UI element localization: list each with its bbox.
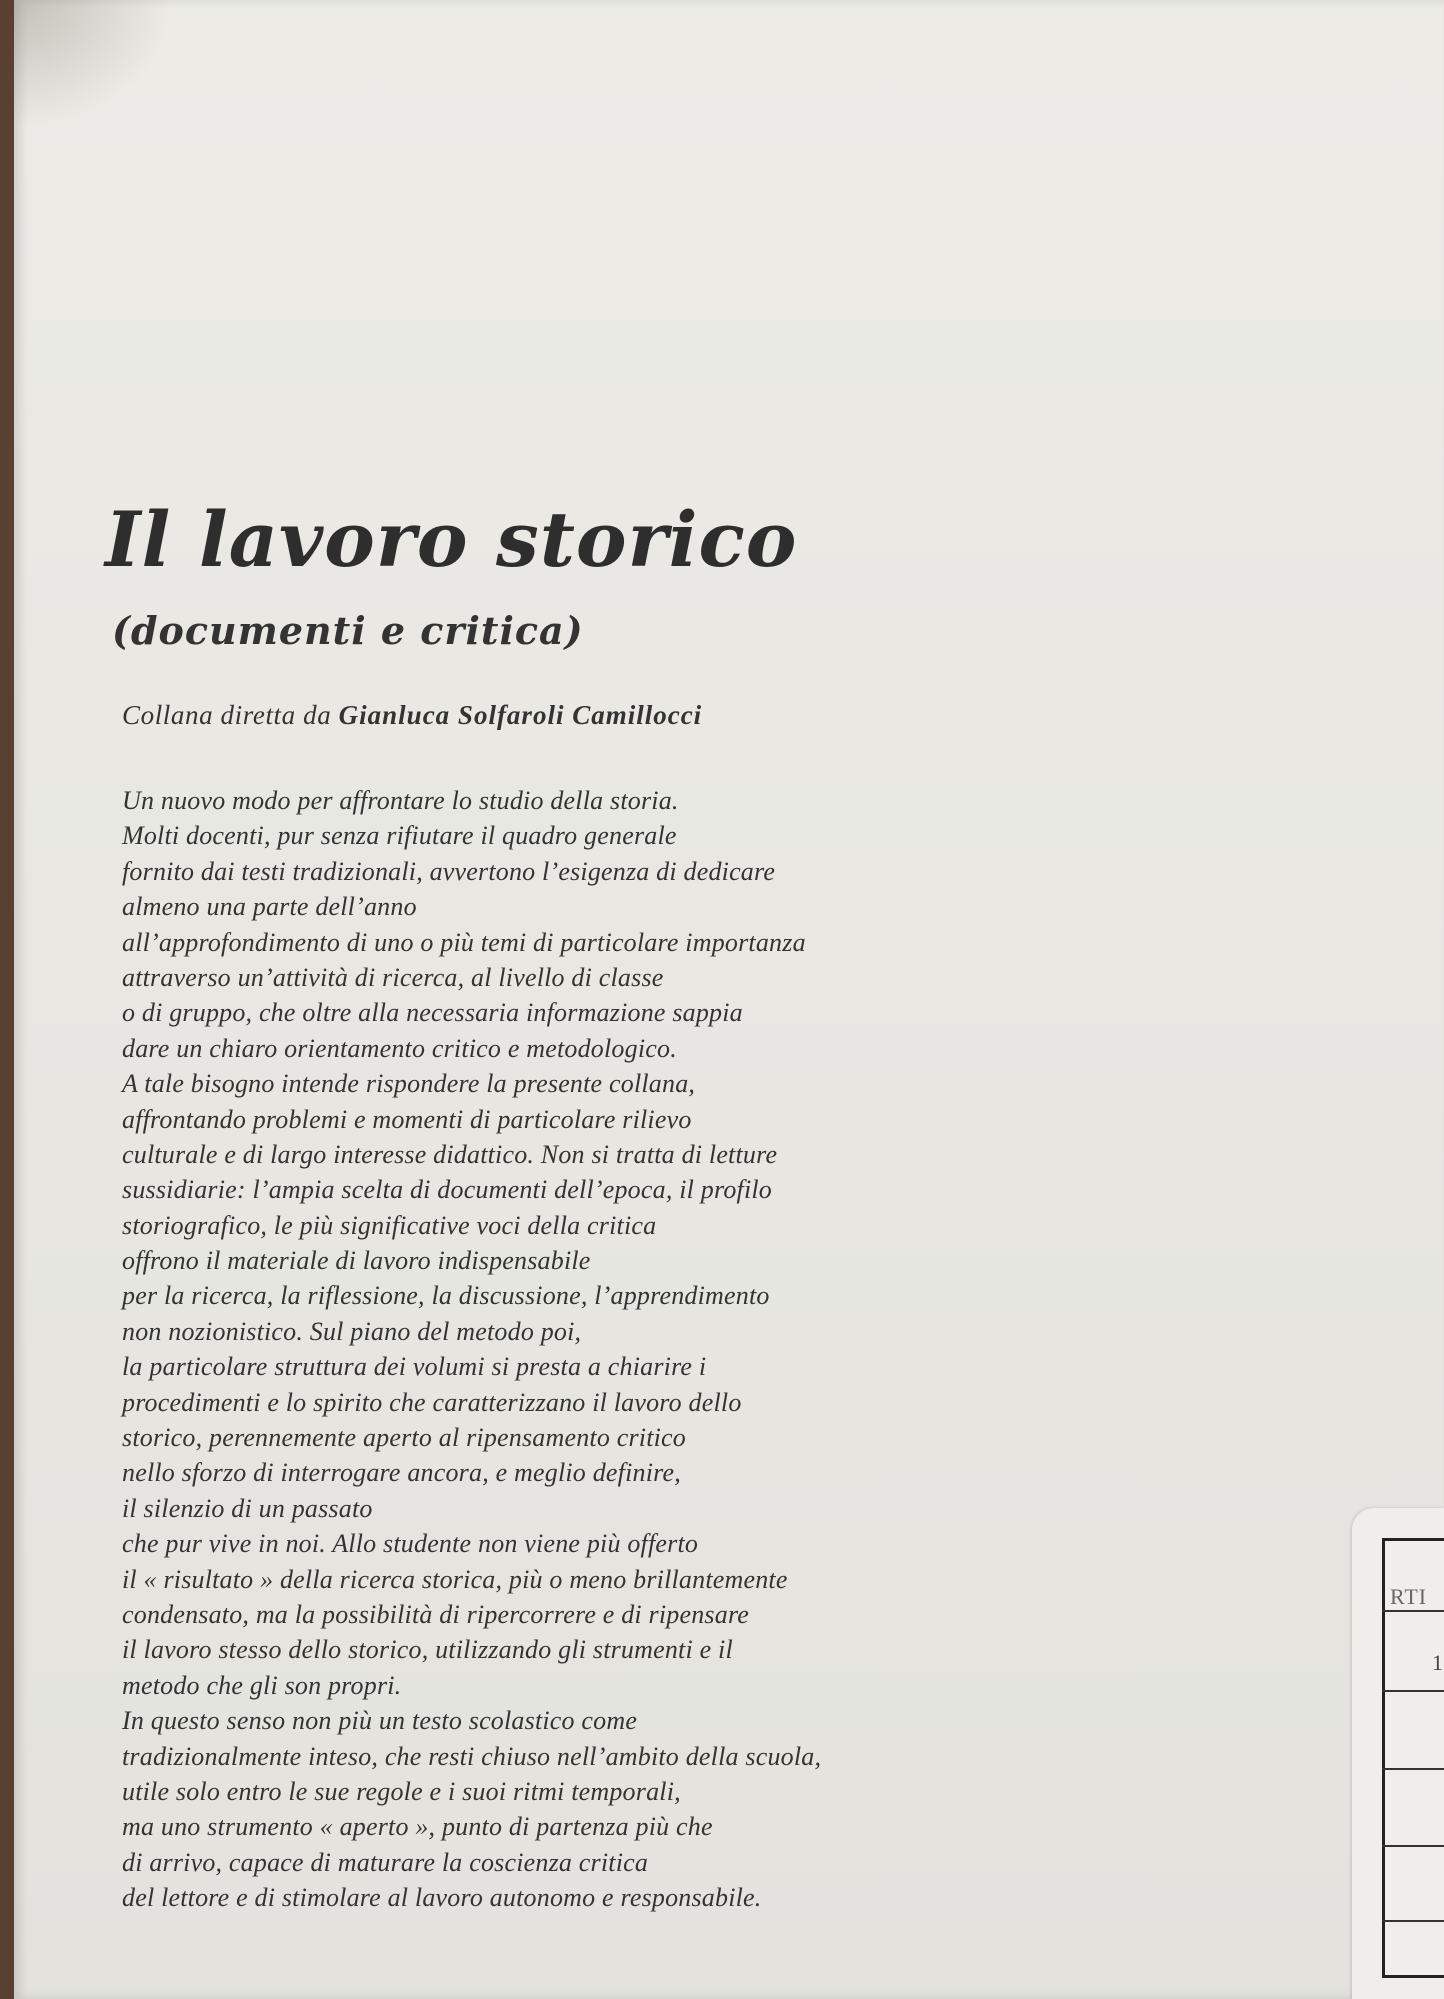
text-line: che pur vive in noi. Allo studente non viene più offerto [122,1529,699,1559]
stamp-grid-row [1382,1920,1444,1922]
text-line: procedimenti e lo spirito che caratterizzano il lavoro dello [122,1387,742,1417]
text-line: metodo che gli son propri. [122,1670,402,1700]
text-line: tradizionalmente inteso, che resti chiuso nell’ambito della scuola, [122,1741,822,1771]
text-line: condensato, ma la possibilità di ripercorrere e di ripensare [122,1599,750,1629]
stamp-label-text: RTI [1390,1584,1428,1609]
text-line: il lavoro stesso dello storico, utilizzando gli strumenti e il [122,1635,733,1665]
series-director: Gianluca Solfaroli Camillocci [338,700,703,730]
text-line: In questo senso non più un testo scolastico come [122,1706,638,1736]
description-text [122,783,982,1916]
stamp-grid-row [1382,1690,1444,1692]
stamp-digit-text: 1 [1432,1650,1443,1675]
text-line: o di gruppo, che oltre alla necessaria informazione sappia [122,998,743,1028]
text-line: offrono il materiale di lavoro indispensabile [122,1246,591,1276]
book-subtitle: (documenti e critica) [112,608,584,653]
text-line: il « risultato » della ricerca storica, più o meno brillantemente [122,1564,788,1594]
text-line: ma uno strumento « aperto », punto di partenza più che [122,1812,713,1842]
text-line: nello sforzo di interrogare ancora, e meglio definire, [122,1458,681,1488]
text-line: dare un chiaro orientamento critico e metodologico. [122,1033,677,1063]
text-line: utile solo entro le sue regole e i suoi ritmi temporali, [122,1776,681,1806]
text-line: non nozionistico. Sul piano del metodo poi, [122,1316,582,1346]
text-line: A tale bisogno intende rispondere la presente collana, [122,1069,696,1099]
stamp-grid-row [1382,1768,1444,1770]
text-line: culturale e di largo interesse didattico. Non si tratta di letture [122,1139,778,1169]
text-line: di arrivo, capace di maturare la coscienza critica [122,1847,649,1877]
text-line: affrontando problemi e momenti di particolare rilievo [122,1104,692,1134]
text-line: almeno una parte dell’anno [122,892,417,922]
text-line: la particolare struttura dei volumi si presta a chiarire i [122,1352,707,1382]
book-title: Il lavoro storico [105,495,798,584]
page-corner-shadow [14,0,174,130]
text-line: storico, perennemente aperto al ripensamento critico [122,1423,686,1453]
stamp-grid-row [1382,1610,1444,1612]
text-line: fornito dai testi tradizionali, avvertono l’esigenza di dedicare [122,856,776,886]
stamp-grid-row [1382,1845,1444,1847]
text-line: Molti docenti, pur senza rifiutare il quadro generale [122,821,677,851]
text-line: Un nuovo modo per affrontare lo studio della storia. [122,786,679,815]
text-line: sussidiarie: l’ampia scelta di documenti dell’epoca, il profilo [122,1175,772,1205]
text-line: il silenzio di un passato [122,1493,373,1523]
text-line: attraverso un’attività di ricerca, al livello di classe [122,962,664,992]
series-prefix: Collana diretta da [122,700,339,730]
series-editor-line [122,700,702,731]
text-line: all’approfondimento di uno o più temi di particolare importanza [122,927,806,957]
text-line: per la ricerca, la riflessione, la discussione, l’apprendimento [122,1281,770,1311]
text-line: storiografico, le più significative voci della critica [122,1210,657,1240]
text-line: del lettore e di stimolare al lavoro autonomo e responsabile. [122,1883,762,1913]
